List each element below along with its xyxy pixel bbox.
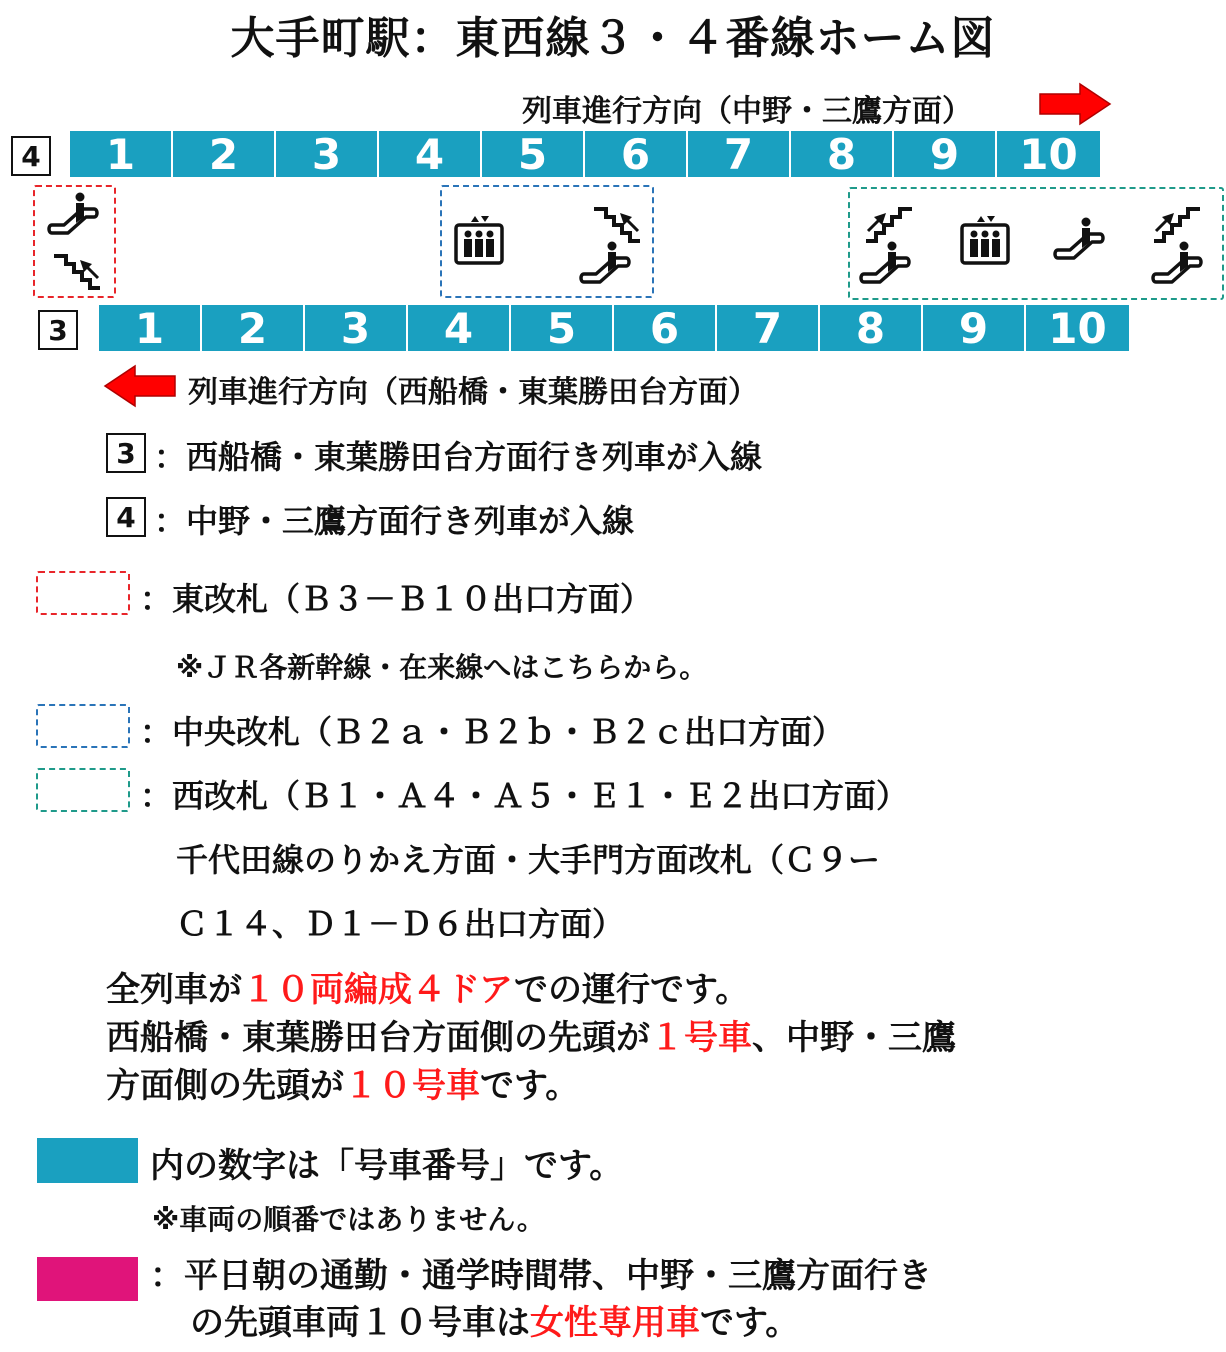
car-number: 3 <box>276 131 379 177</box>
legend-track-3-marker: 3 <box>106 433 146 473</box>
info-text: 、中野・三鷹 <box>752 1018 956 1058</box>
legend-west-gate-swatch <box>36 768 130 812</box>
car-number: 8 <box>791 131 894 177</box>
info-text: での運行です。 <box>514 970 750 1010</box>
car-number: 9 <box>894 131 997 177</box>
women-only-swatch <box>37 1257 138 1301</box>
car-number: 3 <box>305 305 408 351</box>
track-3-cars <box>99 305 1129 351</box>
info-text: 西船橋・東葉勝田台方面側の先頭が <box>106 1018 650 1058</box>
track-3-marker: 3 <box>38 310 78 350</box>
car-number: 6 <box>585 131 688 177</box>
car-number: 9 <box>923 305 1026 351</box>
car-number: 5 <box>511 305 614 351</box>
car-number: 6 <box>614 305 717 351</box>
arrow-right-icon <box>1038 82 1112 126</box>
arrow-left-icon <box>103 364 177 408</box>
info-text: です。 <box>480 1066 580 1106</box>
escalator-icon <box>46 189 100 243</box>
legend-center-gate-text: ：中央改札（Ｂ２ａ・Ｂ２ｂ・Ｂ２ｃ出口方面） <box>140 713 845 751</box>
women-only-text: です。 <box>700 1303 800 1343</box>
car-color-swatch <box>37 1138 138 1183</box>
info-highlight: １号車 <box>650 1018 752 1058</box>
women-only-line-1: ：平日朝の通勤・通学時間帯、中野・三鷹方面行き <box>150 1256 932 1296</box>
car-number: 7 <box>688 131 791 177</box>
info-highlight: １０号車 <box>344 1066 480 1106</box>
car-number: 4 <box>408 305 511 351</box>
car-number: 1 <box>70 131 173 177</box>
legend-west-gate-note-1: 千代田線のりかえ方面・大手門方面改札（Ｃ９ー <box>176 841 881 879</box>
stairs-up-icon <box>590 191 644 245</box>
legend-east-gate-swatch <box>36 571 130 615</box>
legend-west-gate-note-2: Ｃ１４、Ｄ１－Ｄ６出口方面） <box>176 905 625 943</box>
track-4-cars <box>70 131 1100 177</box>
info-text: 全列車が <box>106 970 242 1010</box>
stairs-up-icon <box>1150 191 1204 245</box>
car-number: 10 <box>997 131 1100 177</box>
car-number: 10 <box>1026 305 1129 351</box>
legend-west-gate-text: ：西改札（Ｂ１・Ａ４・Ａ５・Ｅ１・Ｅ２出口方面） <box>140 777 909 815</box>
car-legend-text: 内の数字は「号車番号」です。 <box>150 1146 624 1186</box>
legend-track-3-text: ：西船橋・東葉勝田台方面行き列車が入線 <box>154 438 763 476</box>
elevator-icon <box>958 213 1012 267</box>
women-only-highlight: 女性専用車 <box>530 1303 700 1343</box>
stairs-up-icon <box>862 191 916 245</box>
car-number: 7 <box>717 305 820 351</box>
escalator-icon <box>1052 214 1106 268</box>
legend-east-gate-note: ※ＪＲ各新幹線・在来線へはこちらから。 <box>176 651 708 684</box>
escalator-icon <box>858 238 912 292</box>
escalator-icon <box>1150 238 1204 292</box>
car-number: 5 <box>482 131 585 177</box>
escalator-icon <box>578 238 632 292</box>
info-highlight: １０両編成４ドア <box>242 970 514 1010</box>
info-text: 方面側の先頭が <box>106 1066 344 1106</box>
page-title: 大手町駅：東西線３・４番線ホーム図 <box>230 13 996 64</box>
elevator-icon <box>452 213 506 267</box>
info-line-3 <box>106 1062 579 1110</box>
car-number: 4 <box>379 131 482 177</box>
women-only-text: の先頭車両１０号車は <box>190 1303 530 1343</box>
car-number: 8 <box>820 305 923 351</box>
car-number: 2 <box>202 305 305 351</box>
car-number: 1 <box>99 305 202 351</box>
track-4-marker: 4 <box>11 136 51 176</box>
legend-track-4-marker: 4 <box>106 497 146 537</box>
legend-east-gate-text: ：東改札（Ｂ３－Ｂ１０出口方面） <box>140 580 653 618</box>
info-line-1 <box>106 966 749 1014</box>
info-line-2 <box>106 1014 956 1062</box>
legend-center-gate-swatch <box>36 704 130 748</box>
direction-bottom-label: 列車進行方向（西船橋・東葉勝田台方面） <box>188 375 758 410</box>
legend-track-4-text: ：中野・三鷹方面行き列車が入線 <box>154 502 635 540</box>
women-only-line-2 <box>190 1299 799 1347</box>
stairs-up-icon <box>50 238 104 292</box>
car-legend-note: ※車両の順番ではありません。 <box>152 1203 545 1236</box>
direction-top-label: 列車進行方向（中野・三鷹方面） <box>522 94 972 129</box>
car-number: 2 <box>173 131 276 177</box>
